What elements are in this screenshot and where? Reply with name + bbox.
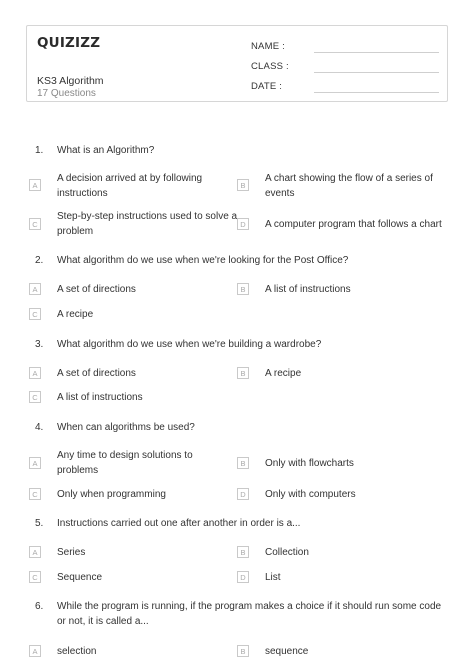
option-text: Only with flowcharts (265, 458, 354, 469)
option-box[interactable]: D (237, 488, 249, 500)
option-box[interactable]: B (237, 283, 249, 295)
option-text: A set of directions (57, 284, 136, 295)
option-line: events (265, 188, 295, 199)
option-line: A decision arrived at by following (57, 173, 203, 184)
option-box[interactable]: C (29, 571, 41, 583)
question-number: 2. (35, 255, 44, 266)
option-text: selection (57, 646, 97, 657)
option-line: Any time to design solutions to (57, 450, 193, 461)
question-text: What is an Algorithm? (57, 145, 155, 156)
option-box[interactable]: A (29, 645, 41, 657)
option-line: A chart showing the flow of a series of (265, 173, 433, 184)
worksheet-header (26, 25, 448, 102)
option-text (57, 209, 237, 239)
name-field[interactable] (314, 52, 439, 53)
question-line: While the program is running, if the program makes a choice if it should run some code (57, 601, 442, 612)
option-box[interactable]: D (237, 571, 249, 583)
option-text: Only with computers (265, 489, 356, 500)
option-text: Sequence (57, 572, 103, 583)
option-line: problems (57, 465, 99, 476)
question-text: What algorithm do we use when we're building a wardrobe? (57, 339, 322, 350)
option-line: problem (57, 226, 94, 237)
question-number: 3. (35, 339, 44, 350)
option-text: Series (57, 547, 86, 558)
question-number: 5. (35, 518, 44, 529)
option-text: Collection (265, 547, 309, 558)
option-text: A computer program that follows a chart (265, 219, 442, 230)
question-text: Instructions carried out one after another in order is a... (57, 518, 301, 529)
option-box[interactable]: B (237, 367, 249, 379)
option-text: Only when programming (57, 489, 166, 500)
option-text (57, 448, 193, 478)
option-text: A recipe (265, 368, 302, 379)
question-text (57, 599, 452, 629)
question-number: 4. (35, 422, 44, 433)
option-box[interactable]: B (237, 457, 249, 469)
option-box[interactable]: C (29, 218, 41, 230)
option-line: Step-by-step instructions used to solve a (57, 211, 238, 222)
option-text (265, 171, 433, 201)
question-text: When can algorithms be used? (57, 422, 195, 433)
option-box[interactable]: A (29, 283, 41, 295)
option-text: A recipe (57, 309, 94, 320)
question-count: 17 Questions (37, 88, 96, 99)
option-box[interactable]: B (237, 546, 249, 558)
class-field[interactable] (314, 72, 439, 73)
name-label: NAME : (251, 41, 285, 52)
option-box[interactable]: C (29, 308, 41, 320)
option-text: sequence (265, 646, 309, 657)
option-text (57, 171, 202, 201)
option-box[interactable]: D (237, 218, 249, 230)
option-box[interactable]: A (29, 179, 41, 191)
option-text: A list of instructions (265, 284, 351, 295)
option-box[interactable]: B (237, 179, 249, 191)
question-line: or not, it is called a... (57, 616, 149, 627)
option-box[interactable]: A (29, 546, 41, 558)
option-box[interactable]: C (29, 391, 41, 403)
option-box[interactable]: C (29, 488, 41, 500)
option-box[interactable]: A (29, 367, 41, 379)
option-text: A list of instructions (57, 392, 143, 403)
option-box[interactable]: A (29, 457, 41, 469)
class-label: CLASS : (251, 61, 289, 72)
date-label: DATE : (251, 81, 283, 92)
question-number: 6. (35, 601, 44, 612)
option-box[interactable]: B (237, 645, 249, 657)
quizizz-logo: QUIZIZZ (37, 35, 101, 51)
question-number: 1. (35, 145, 44, 156)
date-field[interactable] (314, 92, 439, 93)
option-text: A set of directions (57, 368, 136, 379)
option-text: List (265, 572, 281, 583)
option-line: instructions (57, 188, 108, 199)
question-text: What algorithm do we use when we're looking for the Post Office? (57, 255, 349, 266)
worksheet-title: KS3 Algorithm (37, 75, 104, 87)
